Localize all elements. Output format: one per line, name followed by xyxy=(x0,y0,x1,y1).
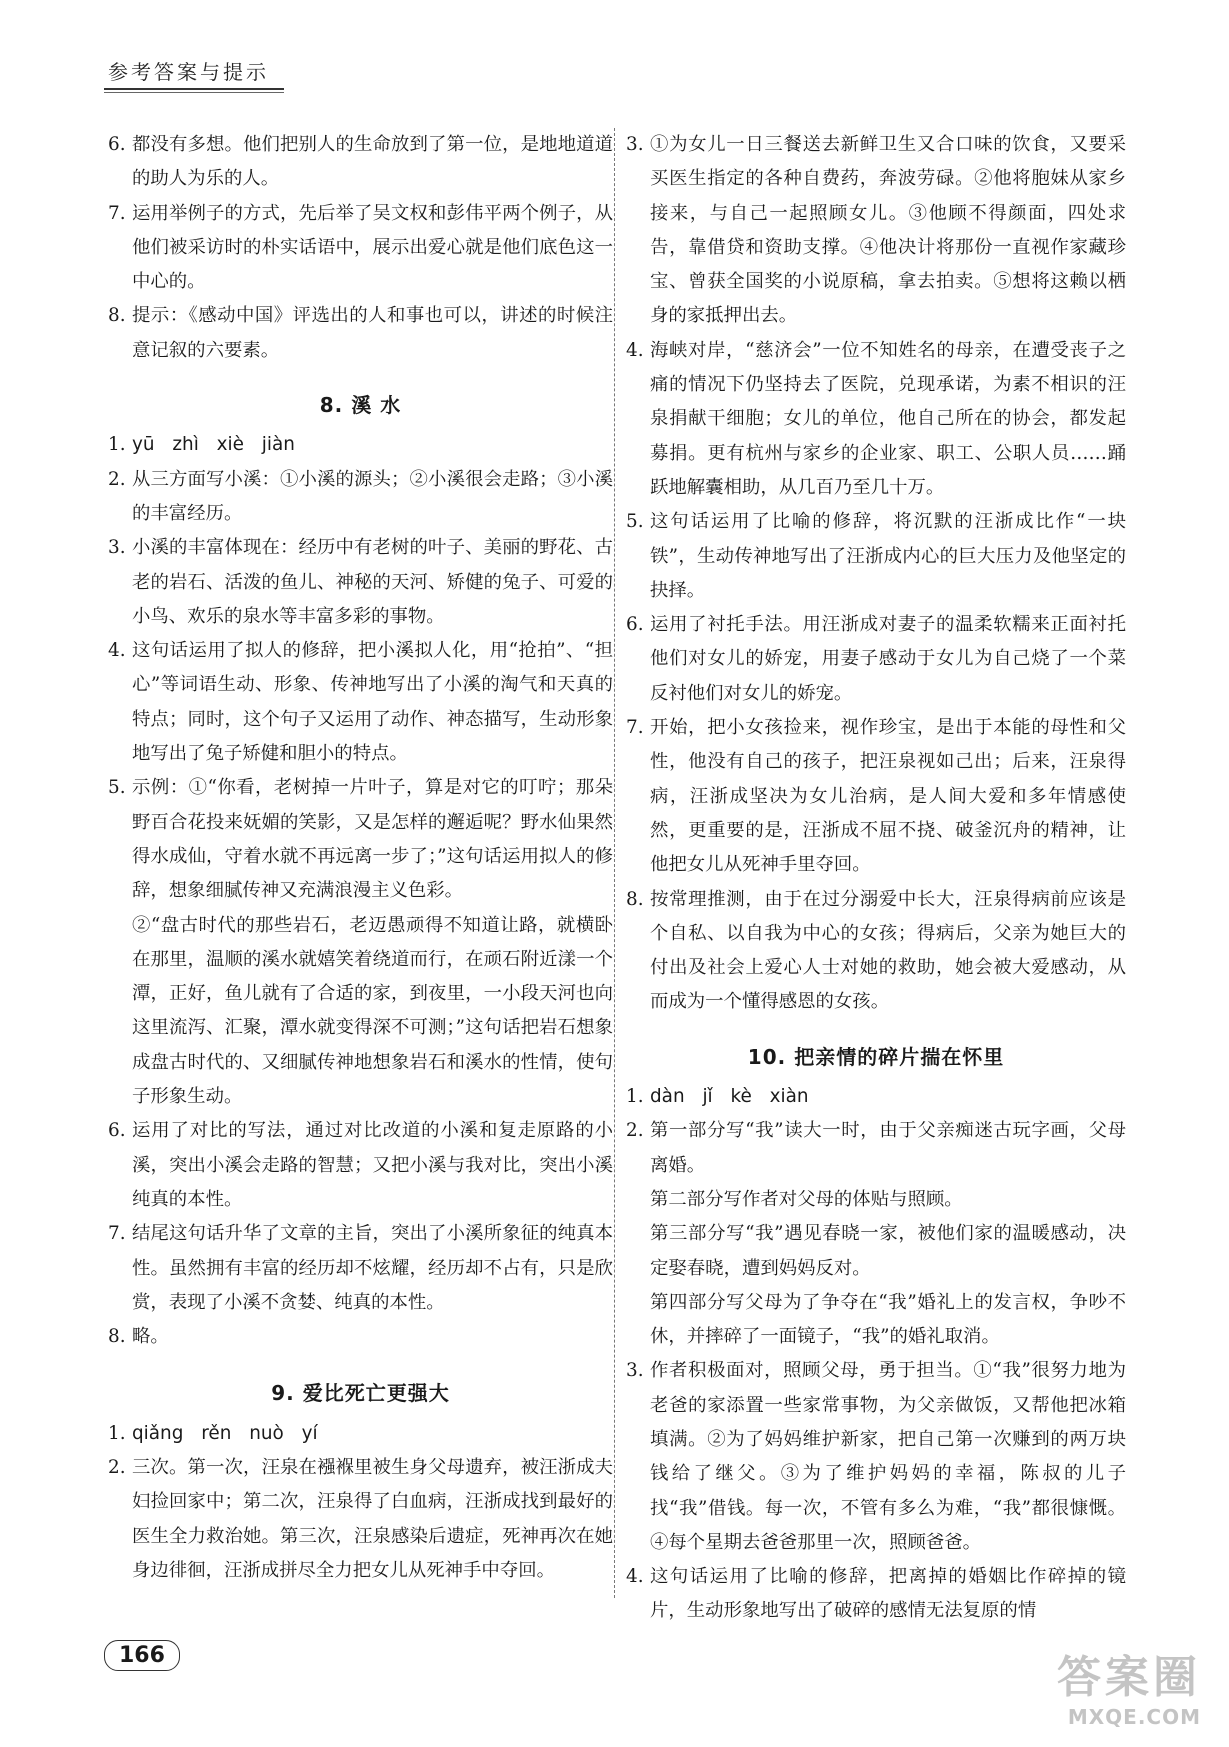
watermark-url: MXQE.COM xyxy=(1067,1705,1201,1729)
answer-number: 7. xyxy=(626,717,644,739)
page-header: 参考答案与提示 xyxy=(108,60,269,84)
answer-text: 这句话运用了比喻的修辞，将沉默的汪浙成比作“一块铁”，生动传神地写出了汪浙成内心的巨大压力及他坚定的抉择。 xyxy=(650,511,1126,601)
answer-item xyxy=(626,608,1126,711)
answer-text: 提示：《感动中国》评选出的人和事也可以，讲述的时候注意记叙的六要素。 xyxy=(132,305,613,361)
answer-item xyxy=(108,128,613,197)
answer-number: 4. xyxy=(626,1566,644,1588)
answer-item xyxy=(108,1114,613,1217)
section-title: 10. 把亲情的碎片揣在怀里 xyxy=(747,1044,1005,1069)
answer-item xyxy=(108,197,613,300)
answer-number: 7. xyxy=(108,202,126,224)
answer-item xyxy=(108,428,613,462)
answer-text: 从三方面写小溪：①小溪的源头；②小溪很会走路；③小溪的丰富经历。 xyxy=(132,468,613,524)
answer-item xyxy=(108,634,613,771)
watermark-logo xyxy=(1057,1641,1201,1729)
answer-item xyxy=(626,883,1126,1020)
answer-item xyxy=(626,128,1126,334)
answer-item xyxy=(626,1560,1126,1629)
answer-number: 4. xyxy=(626,339,644,361)
answer-text: 小溪的丰富体现在：经历中有老树的叶子、美丽的野花、古老的岩石、活泼的鱼儿、神秘的天河、矫健的兔子、可爱的小鸟、欢乐的泉水等丰富多彩的事物。 xyxy=(132,537,613,627)
answer-subparagraph: ②“盘古时代的那些岩石，老迈愚顽得不知道让路，就横卧在那里，温顺的溪水就嬉笑着绕道而行，在顽石附近漾一个潭，正好，鱼儿就有了合适的家，到夜里，一小段天河也向这里流泻、汇聚，潭水就变得深不可测；”这句话把岩石想象成盘古时代的、又细腻传神地想象岩石和溪水的性情，使句子形象生动。 xyxy=(132,914,613,1108)
answer-number: 3. xyxy=(626,134,644,155)
answer-text: 运用了衬托手法。用汪浙成对妻子的温柔软糯来正面衬托他们对女儿的娇宠，用妻子感动于女儿为自己烧了一个菜反衬他们对女儿的娇宠。 xyxy=(650,614,1126,704)
answer-number: 7. xyxy=(108,1223,126,1245)
answer-text: 开始，把小女孩捡来，视作珍宝，是出于本能的母性和父性，他没有自己的孩子，把汪泉视如己出；后来，汪泉得病，汪浙成坚决为女儿治病，是人间大爱和多年情感使然，更重要的是，汪浙成不屈不挠、破釜沉舟的精神，让他把女儿从死神手里夺回。 xyxy=(650,717,1126,876)
answer-item xyxy=(108,1417,613,1451)
answer-item xyxy=(108,299,613,368)
answer-text: 这句话运用了比喻的修辞，把离掉的婚姻比作碎掉的镜片，生动形象地写出了破碎的感情无法复原的情 xyxy=(650,1566,1126,1622)
answer-item xyxy=(626,711,1126,882)
answer-item xyxy=(108,771,613,908)
answer-number: 2. xyxy=(108,468,126,490)
answer-item xyxy=(626,1080,1126,1114)
header-rule xyxy=(104,88,284,90)
answer-number: 1. xyxy=(108,1422,126,1444)
answer-text: 都没有多想。他们把别人的生命放到了第一位，是地地道道的助人为乐的人。 xyxy=(132,134,613,190)
answer-text: 海峡对岸，“慈济会”一位不知姓名的母亲，在遭受丧子之痛的情况下仍坚持去了医院，兑现承诺，为素不相识的汪泉捐献干细胞；女儿的单位，他自己所在的协会，都发起募捐。更有杭州与家乡的企业家、职工、公职人员……踊跃地解囊相助，从几百乃至几十万。 xyxy=(650,339,1126,498)
answer-item xyxy=(108,531,613,634)
column-divider xyxy=(614,128,615,1598)
page-number: 166 xyxy=(104,1640,180,1671)
answer-item xyxy=(626,1114,1126,1183)
answer-number: 3. xyxy=(626,1360,644,1382)
answer-number: 8. xyxy=(108,305,126,327)
section-title: 8. 溪 水 xyxy=(319,393,402,418)
answer-number: 6. xyxy=(108,134,126,155)
answer-number: 1. xyxy=(626,1086,644,1108)
answer-number: 8. xyxy=(626,888,644,910)
watermark-logo-text: 答案圈 xyxy=(1057,1652,1201,1703)
answer-number: 8. xyxy=(108,1326,126,1348)
section-title: 9. 爱比死亡更强大 xyxy=(271,1381,450,1406)
pinyin-answer: qiǎng rěn nuò yí xyxy=(132,1422,318,1444)
answer-text: 第一部分写“我”读大一时，由于父亲痴迷古玩字画，父母离婚。 xyxy=(650,1120,1126,1176)
answer-item xyxy=(108,463,613,532)
answer-text: 略。 xyxy=(132,1326,169,1348)
answer-text: 三次。第一次，汪泉在襁褓里被生身父母遗弃，被汪浙成夫妇捡回家中；第二次，汪泉得了白血病，汪浙成找到最好的医生全力救治她。第三次，汪泉感染后遗症，死神再次在她身边徘徊，汪浙成拼尽全力把女儿从死神手中夺回。 xyxy=(132,1456,613,1581)
answer-text: ①为女儿一日三餐送去新鲜卫生又合口味的饮食，又要采买医生指定的各种自费药，奔波劳碌。②他将胞妹从家乡接来，与自己一起照顾女儿。③他顾不得颜面，四处求告，靠借贷和资助支撑。④他决计将那份一直视作家藏珍宝、曾获全国奖的小说原稿，拿去拍卖。⑤想将这赖以栖身的家抵押出去。 xyxy=(650,134,1126,327)
pinyin-answer: yū zhì xiè jiàn xyxy=(132,434,295,456)
answer-text: 按常理推测，由于在过分溺爱中长大，汪泉得病前应该是个自私、以自我为中心的女孩；得病后，父亲为她巨大的付出及社会上爱心人士对她的救助，她会被大爱感动，从而成为一个懂得感恩的女孩。 xyxy=(650,888,1126,1013)
header-rule-thin xyxy=(104,92,284,93)
answer-number: 1. xyxy=(108,434,126,456)
answer-number: 2. xyxy=(108,1456,126,1478)
answer-item xyxy=(626,505,1126,608)
answer-number: 5. xyxy=(626,511,644,533)
answer-number: 4. xyxy=(108,640,126,662)
answer-number: 6. xyxy=(108,1120,126,1142)
answer-text: 示例：①“你看，老树掉一片叶子，算是对它的叮咛；那朵野百合花投来妩媚的笑影，又是怎样的邂逅呢？野水仙果然得水成仙，守着水就不再远离一步了；”这句话运用拟人的修辞，想象细腻传神又充满浪漫主义色彩。 xyxy=(132,777,613,902)
answer-item xyxy=(108,1320,613,1354)
answer-subparagraph: 第四部分写父母为了争夺在“我”婚礼上的发言权，争吵不休，并摔碎了一面镜子，“我”的婚礼取消。 xyxy=(650,1291,1126,1348)
answer-text: 作者积极面对，照顾父母，勇于担当。①“我”很努力地为老爸的家添置一些家常事物，为父亲做饭，又帮他把冰箱填满。②为了妈妈维护新家，把自己第一次赚到的两万块钱给了继父。③为了维护妈妈的幸福，陈叔的儿子找“我”借钱。每一次，不管有多么为难，“我”都很慷慨。④每个星期去爸爸那里一次，照顾爸爸。 xyxy=(650,1360,1126,1553)
left-column xyxy=(108,128,613,1588)
answer-number: 3. xyxy=(108,537,126,559)
answer-text: 这句话运用了拟人的修辞，把小溪拟人化，用“抢拍”、“担心”等词语生动、形象、传神地写出了小溪的淘气和天真的特点；同时，这个句子又运用了动作、神态描写，生动形象地写出了兔子矫健和胆小的特点。 xyxy=(132,640,613,765)
right-column xyxy=(626,128,1126,1629)
answer-text: 运用举例子的方式，先后举了吴文权和彭伟平两个例子，从他们被采访时的朴实话语中，展示出爱心就是他们底色这一中心的。 xyxy=(132,202,613,293)
pinyin-answer: dàn jǐ kè xiàn xyxy=(650,1086,809,1108)
answer-item xyxy=(626,1354,1126,1560)
answer-text: 运用了对比的写法，通过对比改道的小溪和复走原路的小溪，突出小溪会走路的智慧；又把小溪与我对比，突出小溪纯真的本性。 xyxy=(132,1120,613,1210)
answer-number: 6. xyxy=(626,614,644,636)
answer-item xyxy=(108,1451,613,1588)
answer-number: 2. xyxy=(626,1120,644,1142)
answer-item xyxy=(626,334,1126,505)
answer-item xyxy=(108,1217,613,1320)
answer-text: 结尾这句话升华了文章的主旨，突出了小溪所象征的纯真本性。虽然拥有丰富的经历却不炫耀，经历却不占有，只是欣赏，表现了小溪不贪婪、纯真的本性。 xyxy=(132,1223,613,1313)
answer-number: 5. xyxy=(108,777,126,799)
answer-subparagraph: 第二部分写作者对父母的体贴与照顾。 xyxy=(650,1188,963,1210)
answer-subparagraph: 第三部分写“我”遇见春晓一家，被他们家的温暖感动，决定娶春晓，遭到妈妈反对。 xyxy=(650,1223,1126,1279)
